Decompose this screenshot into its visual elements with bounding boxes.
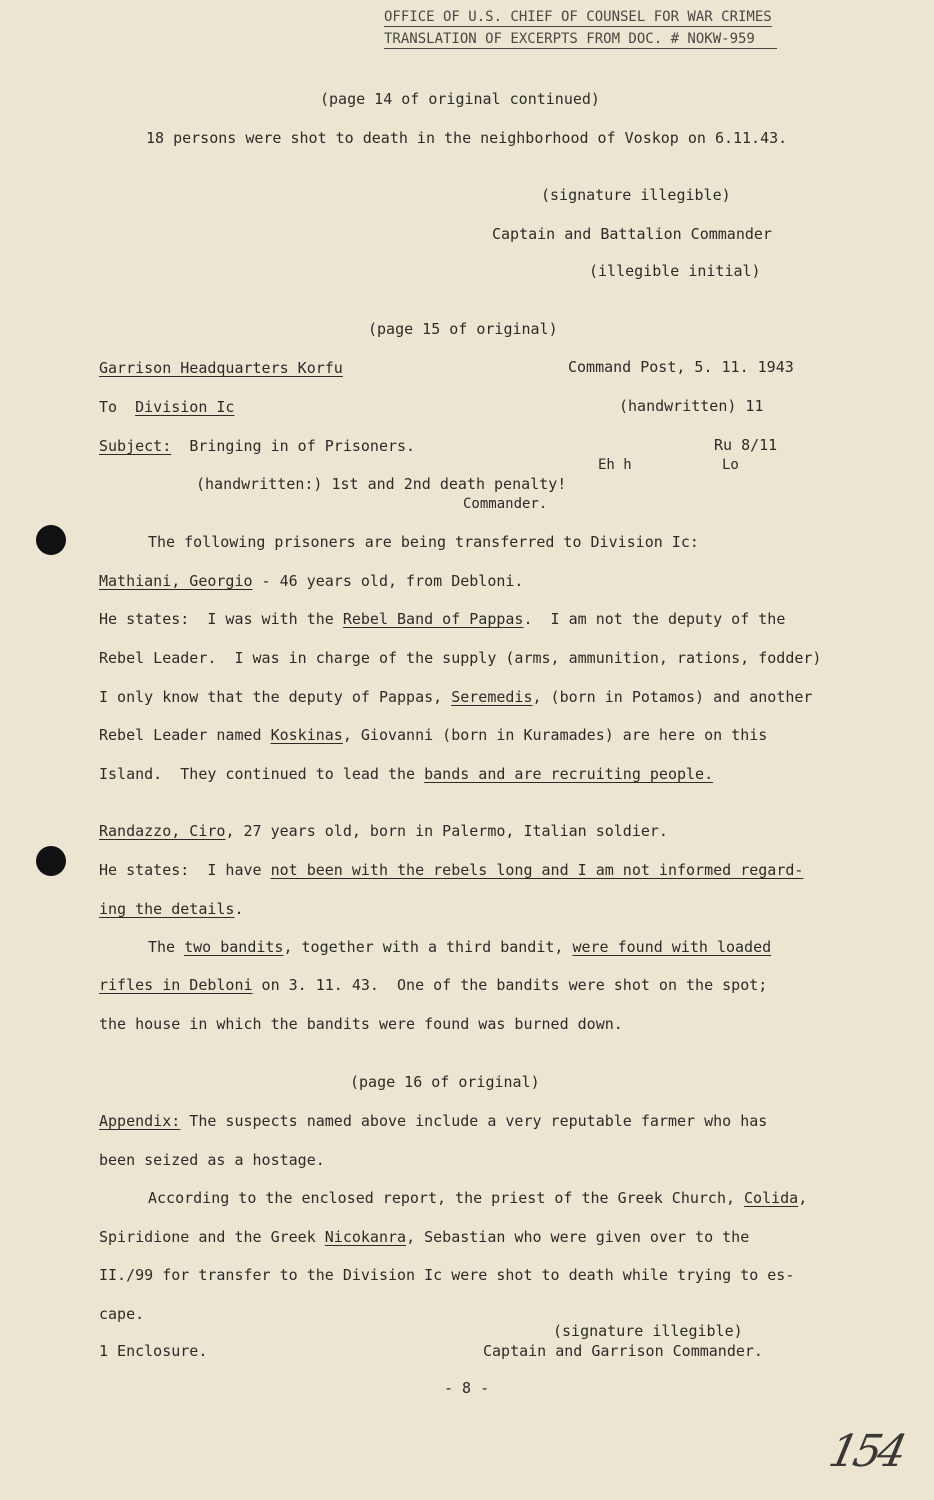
prisoner-1-statement-2: Rebel Leader. I was in charge of the supply (arms, ammunition, rations, fodder) bbox=[99, 649, 822, 667]
page16-marker: (page 16 of original) bbox=[350, 1073, 540, 1091]
p1-s3b: , (born in Potamos) and another bbox=[532, 688, 813, 706]
p1-s1-text: He states: I was with the bbox=[99, 610, 343, 628]
page15-marker: (page 15 of original) bbox=[368, 320, 558, 338]
prisoner-1-statement-3 bbox=[99, 687, 812, 707]
found-with-loaded: were found with loaded bbox=[572, 938, 772, 956]
subject-label: Subject: bbox=[99, 437, 172, 455]
voskop-statement: 18 persons were shot to death in the neighborhood of Voskop on 6.11.43. bbox=[146, 129, 788, 147]
prisoner-1-details: - 46 years old, from Debloni. bbox=[252, 572, 524, 590]
doc-header: TRANSLATION OF EXCERPTS FROM DOC. # NOKW-959 bbox=[384, 30, 777, 49]
report-line-3: II./99 for transfer to the Division Ic were shot to death while trying to es- bbox=[99, 1266, 795, 1284]
handwritten-11: (handwritten) 11 bbox=[619, 397, 764, 415]
prisoner-1-statement-4 bbox=[99, 725, 767, 745]
p2-s1a: He states: I have bbox=[99, 861, 271, 879]
to-label: To bbox=[99, 398, 118, 416]
b1a: The bbox=[148, 938, 185, 956]
eh-mark: Eh h bbox=[598, 457, 632, 473]
seremedis-name: Seremedis bbox=[451, 688, 533, 706]
two-bandits: two bandits bbox=[184, 938, 284, 956]
appendix-label: Appendix: bbox=[99, 1112, 181, 1130]
signature-illegible-2: (signature illegible) bbox=[553, 1322, 743, 1340]
to-division: Division Ic bbox=[135, 398, 235, 416]
prisoner-2-heading bbox=[99, 821, 668, 841]
bandits-line-2 bbox=[99, 975, 767, 995]
p2-s2-underlined: ing the details bbox=[99, 900, 235, 918]
rifles-in-debloni: rifles in Debloni bbox=[99, 976, 253, 994]
prisoner-1-statement-1 bbox=[99, 609, 785, 629]
p1-s4a: Rebel Leader named bbox=[99, 726, 271, 744]
page-number: - 8 - bbox=[444, 1379, 490, 1397]
p2-s1-underlined: not been with the rebels long and I am not informed regard- bbox=[270, 861, 804, 879]
subject-line bbox=[99, 436, 415, 456]
appendix-text: The suspects named above include a very reputable farmer who has bbox=[180, 1112, 768, 1130]
subject-value: Bringing in of Prisoners. bbox=[189, 437, 416, 455]
koskinas-name: Koskinas bbox=[270, 726, 343, 744]
r2a: Spiridione and the Greek bbox=[99, 1228, 325, 1246]
report-line-1 bbox=[148, 1188, 807, 1208]
p1-s4b: , Giovanni (born in Kuramades) are here on this bbox=[342, 726, 768, 744]
report-line-2 bbox=[99, 1227, 749, 1247]
p1-s1-end: . I am not the deputy of the bbox=[523, 610, 786, 628]
bandits-line-3: the house in which the bandits were found was burned down. bbox=[99, 1015, 623, 1033]
r1b: , bbox=[798, 1189, 808, 1207]
appendix-line-1 bbox=[99, 1111, 767, 1131]
prisoner-1-heading bbox=[99, 571, 523, 591]
punch-hole-lower bbox=[36, 846, 66, 876]
command-post-date: Command Post, 5. 11. 1943 bbox=[568, 358, 794, 376]
sender-garrison-hq: Garrison Headquarters Korfu bbox=[99, 359, 343, 377]
colida-name: Colida bbox=[744, 1189, 799, 1207]
r2b: , Sebastian who were given over to the bbox=[406, 1228, 750, 1246]
death-penalty-note: (handwritten:) 1st and 2nd death penalty! bbox=[196, 475, 567, 493]
prisoner-1-name: Mathiani, Georgio bbox=[99, 572, 253, 590]
office-header: OFFICE OF U.S. CHIEF OF COUNSEL FOR WAR CRIMES bbox=[384, 9, 772, 25]
ru-mark: Ru 8/11 bbox=[714, 436, 778, 454]
appendix-line-2: been seized as a hostage. bbox=[99, 1151, 325, 1169]
signature-illegible-1: (signature illegible) bbox=[541, 186, 731, 204]
prisoner-2-statement-1 bbox=[99, 860, 803, 880]
to-line bbox=[99, 397, 234, 417]
report-line-4: cape. bbox=[99, 1305, 145, 1323]
nicokanra-name: Nicokanra bbox=[324, 1228, 407, 1246]
prisoner-2-name: Randazzo, Ciro bbox=[99, 822, 226, 840]
bandits-line-1 bbox=[148, 937, 771, 957]
b1b: , together with a third bandit, bbox=[283, 938, 573, 956]
enclosure-note: 1 Enclosure. bbox=[99, 1342, 208, 1360]
p1-s5a: Island. They continued to lead the bbox=[99, 765, 425, 783]
prisoner-2-details: , 27 years old, born in Palermo, Italian soldier. bbox=[225, 822, 668, 840]
p1-s3a: I only know that the deputy of Pappas, bbox=[99, 688, 452, 706]
lo-mark: Lo bbox=[722, 457, 739, 473]
garrison-commander-title: Captain and Garrison Commander. bbox=[483, 1342, 763, 1360]
punch-hole-upper bbox=[36, 525, 66, 555]
recruiting-note: bands and are recruiting people. bbox=[424, 765, 714, 783]
prisoners-intro: The following prisoners are being transferred to Division Ic: bbox=[148, 533, 699, 551]
r1a: According to the enclosed report, the priest of the Greek Church, bbox=[148, 1189, 745, 1207]
p2-s2b: . bbox=[234, 900, 244, 918]
commander-note: Commander. bbox=[463, 496, 548, 512]
page14-marker: (page 14 of original continued) bbox=[320, 90, 600, 108]
b2b: on 3. 11. 43. One of the bandits were shot on the spot; bbox=[252, 976, 768, 994]
illegible-initial: (illegible initial) bbox=[589, 262, 761, 280]
battalion-commander-title: Captain and Battalion Commander bbox=[492, 225, 772, 243]
rebel-band-name: Rebel Band of Pappas bbox=[342, 610, 524, 628]
prisoner-2-statement-2 bbox=[99, 899, 244, 919]
prisoner-1-statement-5 bbox=[99, 764, 713, 784]
handwritten-page-number: 154 bbox=[824, 1426, 908, 1477]
